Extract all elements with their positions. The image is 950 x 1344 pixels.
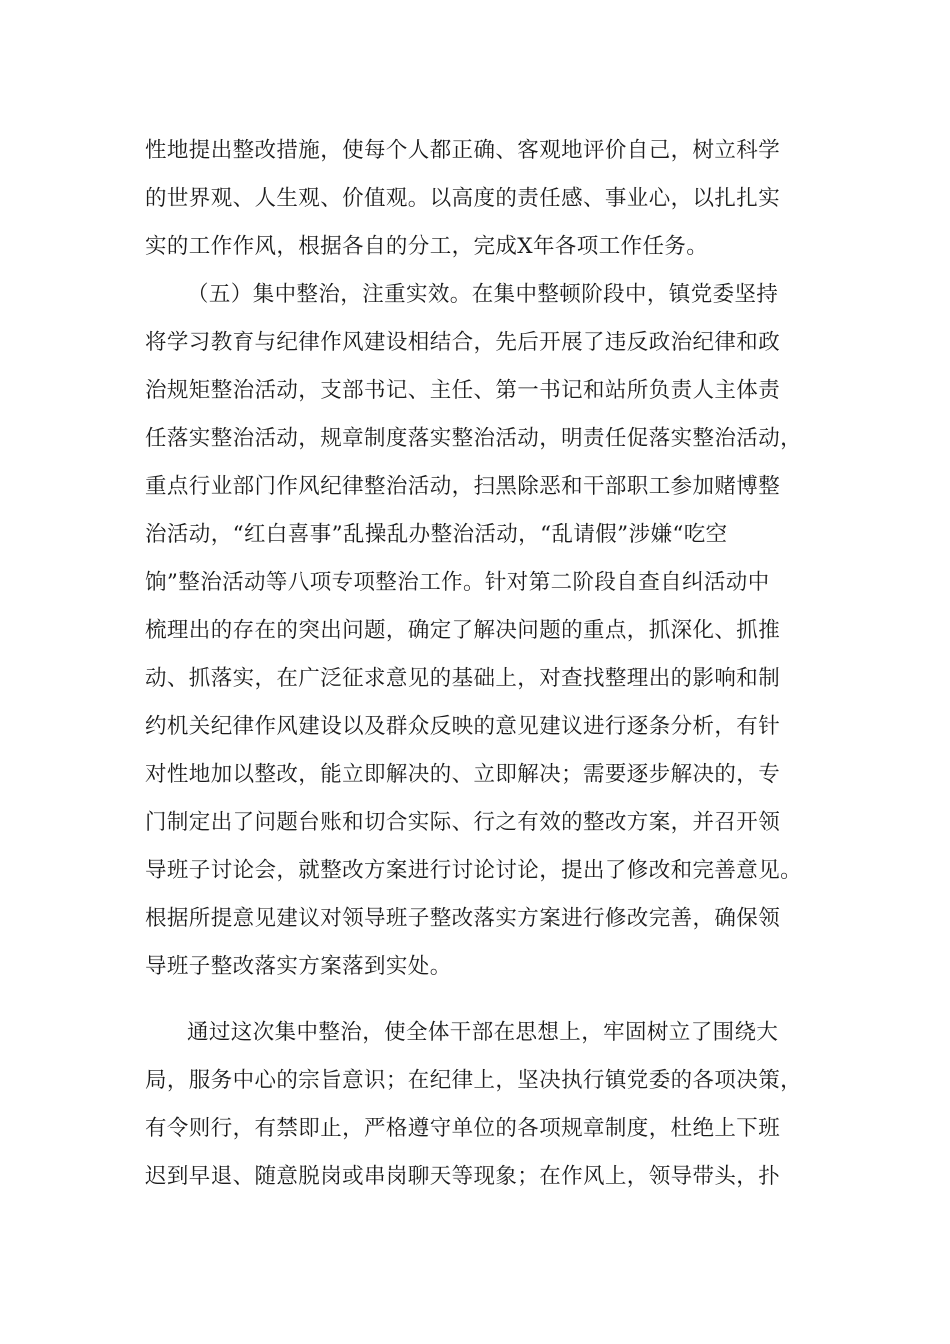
- text-line: 门制定出了问题台账和切合实际、行之有效的整改方案，并召开领: [145, 810, 781, 835]
- text-line: 性地提出整改措施，使每个人都正确、客观地评价自己，树立科学: [145, 138, 781, 163]
- text-line: 的世界观、人生观、价值观。以高度的责任感、事业心，以扎扎实: [145, 186, 781, 211]
- text-line: 导班子整改落实方案落到实处。: [145, 954, 452, 979]
- text-line: 梳理出的存在的突出问题，确定了解决问题的重点，抓深化、抓推: [145, 618, 781, 643]
- paragraph-start-line: （五）集中整治，注重实效。在集中整顿阶段中，镇党委坚持: [187, 282, 779, 307]
- text-line: 任落实整治活动，规章制度落实整治活动，明责任促落实整治活动，: [145, 426, 803, 451]
- text-line: 约机关纪律作风建设以及群众反映的意见建议进行逐条分析，有针: [145, 714, 781, 739]
- text-line: 治活动，“红白喜事”乱操乱办整治活动，“乱请假”涉嫌“吃空: [145, 522, 728, 547]
- text-line: 动、抓落实，在广泛征求意见的基础上，对查找整理出的影响和制: [145, 666, 781, 691]
- text-line: 重点行业部门作风纪律整治活动，扫黑除恶和干部职工参加赌博整: [145, 474, 781, 499]
- text-line: 实的工作作风，根据各自的分工，完成X年各项工作任务。: [145, 234, 709, 259]
- text-line: 根据所提意见建议对领导班子整改落实方案进行修改完善，确保领: [145, 906, 781, 931]
- paragraph-start-line: 通过这次集中整治，使全体干部在思想上，牢固树立了围绕大: [187, 1020, 779, 1045]
- text-line: 有令则行，有禁即止，严格遵守单位的各项规章制度，杜绝上下班: [145, 1116, 781, 1141]
- text-line: 对性地加以整改，能立即解决的、立即解决；需要逐步解决的，专: [145, 762, 781, 787]
- text-line: 导班子讨论会，就整改方案进行讨论讨论，提出了修改和完善意见。: [145, 858, 803, 883]
- text-line: 饷”整治活动等八项专项整治工作。针对第二阶段自查自纠活动中: [145, 570, 770, 595]
- text-line: 将学习教育与纪律作风建设相结合，先后开展了违反政治纪律和政: [145, 330, 781, 355]
- text-line: 治规矩整治活动，支部书记、主任、第一书记和站所负责人主体责: [145, 378, 781, 403]
- text-line: 局，服务中心的宗旨意识；在纪律上，坚决执行镇党委的各项决策，: [145, 1068, 803, 1093]
- text-line: 迟到早退、随意脱岗或串岗聊天等现象；在作风上，领导带头，扑: [145, 1164, 781, 1189]
